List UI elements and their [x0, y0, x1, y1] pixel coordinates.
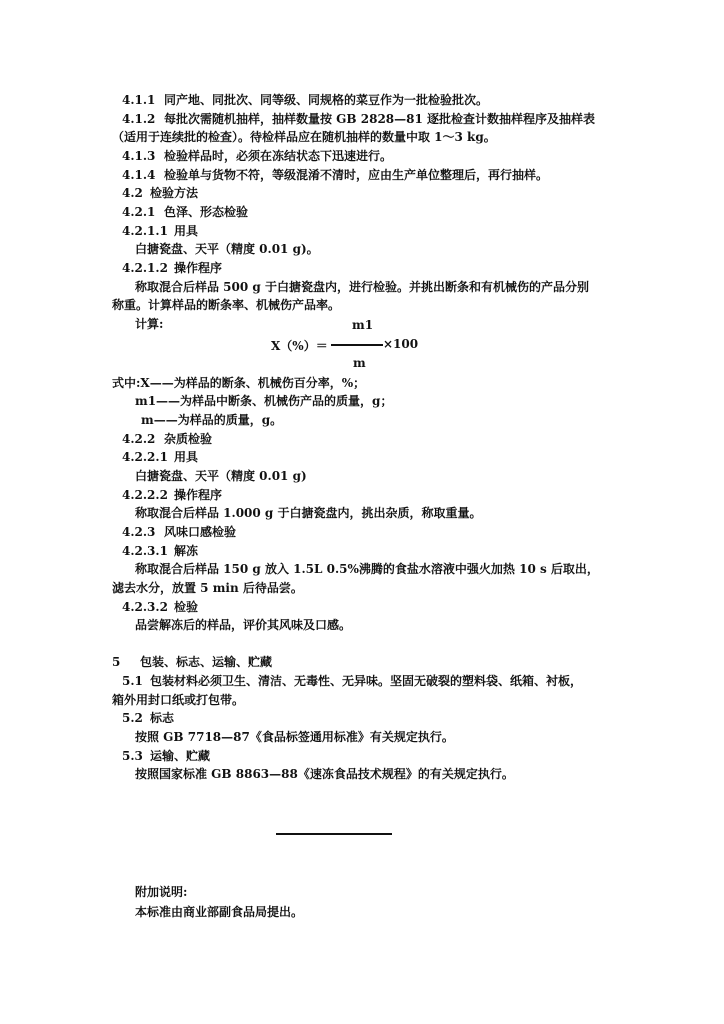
clause-text: 色泽、形态检验: [164, 205, 249, 219]
clause-5-1-cont: 箱外用封口纸或打包带。: [112, 693, 245, 707]
clause-number: 4.1.1: [122, 93, 156, 107]
clause-4-2-2: [122, 431, 212, 447]
clause-text: 检验单与货物不符，等级混淆不清时，应由生产单位整理后，再行抽样。: [164, 168, 549, 182]
clause-number: 4.2.2: [122, 432, 156, 446]
clause-5-2-body: 按照 GB 7718—87《食品标签通用标准》有关规定执行。: [135, 730, 454, 744]
clause-text: 包装材料必须卫生、清洁、无毒性、无异味。坚固无破裂的塑料袋、纸箱、衬板，: [150, 674, 583, 688]
fraction-bar: [331, 344, 383, 346]
clause-4-2-3-2-body: 品尝解冻后的样品，评价其风味及口感。: [135, 618, 352, 632]
section-5-heading: [112, 654, 272, 670]
clause-text: 每批次需随机抽样，抽样数量按 GB 2828—81 逐批检查计数抽样程序及抽样表: [164, 112, 596, 126]
clause-5-1: [122, 673, 582, 689]
clause-4-2: [122, 185, 198, 201]
clause-number: 4.2.3.2: [122, 600, 168, 614]
formula-rhs: ×100: [383, 337, 419, 351]
clause-4-2-1-2: [122, 260, 222, 276]
clause-4-2-1-2-body-1: 称取混合后样品 500 g 于白搪瓷盘内，进行检验。并挑出断条和有机械伤的产品分别: [135, 280, 589, 294]
clause-number: 4.2.1.2: [122, 261, 168, 275]
clause-4-1-4: [122, 167, 548, 183]
clause-4-1-3: [122, 148, 392, 164]
clause-text: 风味口感检验: [164, 525, 237, 539]
clause-4-2-1-2-body-2: 称重。计算样品的断条率、机械伤产品率。: [112, 298, 341, 312]
where-line-2: m1——为样品中断条、机械伤产品的质量，g；: [135, 394, 393, 408]
clause-4-1-2-cont: （适用于连续批的检查）。待检样品应在随机抽样的数量中取 1～3 kg。: [112, 130, 496, 144]
clause-text: 检验样品时，必须在冻结状态下迅速进行。: [164, 149, 393, 163]
clause-5-3: [122, 748, 210, 764]
formula-numerator: m1: [352, 318, 374, 332]
clause-text: 杂质检验: [164, 432, 213, 446]
clause-text: 运输、贮藏: [150, 749, 211, 763]
clause-text: 操作程序: [174, 261, 223, 275]
end-rule: [276, 833, 392, 835]
clause-text: 标志: [150, 711, 175, 725]
clause-5-3-body: 按照国家标准 GB 8863—88《速冻食品技术规程》的有关规定执行。: [135, 767, 514, 781]
clause-4-2-2-2: [122, 487, 222, 503]
clause-text: 同产地、同批次、同等级、同规格的菜豆作为一批检验批次。: [164, 93, 489, 107]
clause-4-2-3-1-body-1: 称取混合后样品 150 g 放入 1.5L 0.5%沸腾的食盐水溶液中强火加热 10 s 后取出，: [135, 562, 599, 576]
clause-4-2-2-2-body: 称取混合后样品 1.000 g 于白搪瓷盘内，挑出杂质，称取重量。: [135, 506, 482, 520]
clause-number: 4.1.3: [122, 149, 156, 163]
clause-4-2-2-1-body: 白搪瓷盘、天平（精度 0.01 g): [135, 469, 307, 483]
clause-4-1-1: [122, 92, 488, 108]
clause-number: 5.3: [122, 749, 143, 763]
clause-number: 4.2.1.1: [122, 224, 168, 238]
section-number: 5: [112, 655, 121, 669]
clause-4-2-3-2: [122, 599, 198, 615]
clause-number: 4.2.2.1: [122, 450, 168, 464]
where-line-1: 式中:X——为样品的断条、机械伤百分率，%；: [112, 376, 366, 390]
clause-number: 4.1.2: [122, 112, 156, 126]
clause-text: 检验: [174, 600, 199, 614]
note-label: 附加说明:: [135, 885, 188, 899]
clause-text: 用具: [174, 450, 199, 464]
clause-4-2-1-1: [122, 223, 198, 239]
clause-4-1-2: [122, 111, 595, 127]
clause-4-2-3: [122, 524, 236, 540]
clause-text: 操作程序: [174, 488, 223, 502]
clause-number: 4.2.1: [122, 205, 156, 219]
clause-4-2-1: [122, 204, 248, 220]
note-text: 本标准由商业部副食品局提出。: [135, 905, 304, 919]
calculation-label: 计算:: [135, 317, 164, 331]
clause-number: 4.2.2.2: [122, 488, 168, 502]
clause-number: 4.2: [122, 186, 143, 200]
clause-5-2: [122, 710, 174, 726]
formula-denominator: m: [353, 356, 366, 370]
clause-number: 5.2: [122, 711, 143, 725]
clause-number: 5.1: [122, 674, 143, 688]
clause-4-2-3-1-body-2: 滤去水分，放置 5 min 后待品尝。: [112, 581, 303, 595]
clause-number: 4.2.3.1: [122, 544, 168, 558]
clause-4-2-3-1: [122, 543, 198, 559]
where-line-3: m——为样品的质量，g。: [141, 413, 283, 427]
clause-4-2-1-1-body: 白搪瓷盘、天平（精度 0.01 g)。: [135, 242, 319, 256]
clause-number: 4.1.4: [122, 168, 156, 182]
clause-text: 解冻: [174, 544, 199, 558]
clause-number: 4.2.3: [122, 525, 156, 539]
clause-text: 用具: [174, 224, 199, 238]
clause-text: 检验方法: [150, 186, 199, 200]
formula-lhs: X（%）＝: [271, 339, 328, 353]
section-title: 包装、标志、运输、贮藏: [140, 655, 273, 669]
clause-4-2-2-1: [122, 449, 198, 465]
